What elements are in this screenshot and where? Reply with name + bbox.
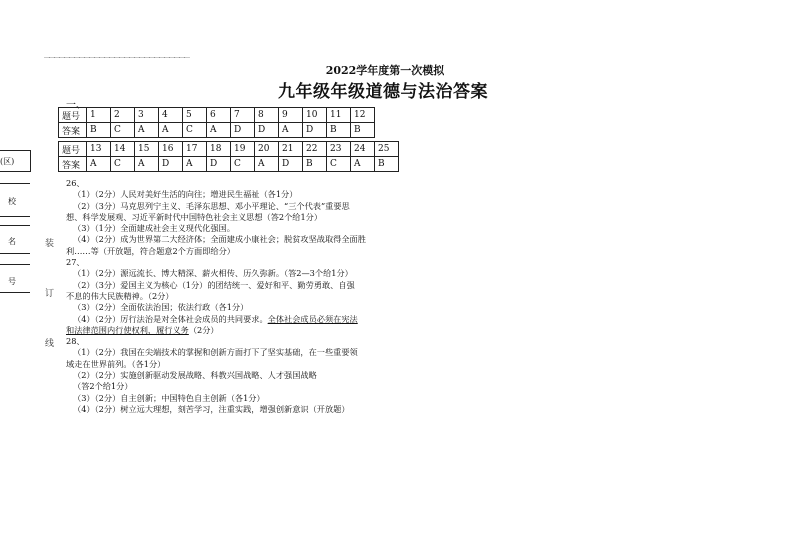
answer-line: 域走在世界前列。（各1分） <box>66 358 166 369</box>
table-cell: A <box>135 123 159 138</box>
question-number-27: 27、 <box>66 257 85 268</box>
table-row-answers <box>59 157 399 172</box>
table-cell: 24 <box>351 142 375 157</box>
answer-line: （2）（2分）实施创新驱动发展战略、科教兴国战略、人才强国战略 <box>73 370 317 381</box>
table-cell: A <box>135 157 159 172</box>
table-cell: 22 <box>303 142 327 157</box>
table-cell: A <box>87 157 111 172</box>
table-row-answers <box>59 123 375 138</box>
table-cell: B <box>327 123 351 138</box>
table-cell: 12 <box>351 108 375 123</box>
table-cell: 17 <box>183 142 207 157</box>
table-cell: D <box>207 157 231 172</box>
answer-line: （2）（3分）爱国主义为核心（1分）的团结统一、爱好和平、勤劳勇敢、自强 <box>73 279 355 290</box>
table-cell: 18 <box>207 142 231 157</box>
question-number-28: 28、 <box>66 336 85 347</box>
side-rule <box>0 253 30 254</box>
answer-text-block <box>66 178 396 415</box>
table-cell: 14 <box>111 142 135 157</box>
table-cell: A <box>207 123 231 138</box>
answer-line: （3）（2分）全面依法治国；依法行政（各1分） <box>73 302 249 313</box>
table-cell: 20 <box>255 142 279 157</box>
subject-title: 九年级年级道德与法治答案 <box>278 82 488 102</box>
answer-line: （3）（2分）自主创新；中国特色自主创新（各1分） <box>73 392 265 403</box>
table-cell: 2 <box>111 108 135 123</box>
table-cell: C <box>183 123 207 138</box>
side-rule <box>0 292 30 293</box>
table-cell: C <box>231 157 255 172</box>
table-cell: 23 <box>327 142 351 157</box>
answer-line: 想、科学发展观、习近平新时代中国特色社会主义思想（答2个给1分） <box>66 211 323 222</box>
table-row-numbers <box>59 108 375 123</box>
table-cell: 7 <box>231 108 255 123</box>
side-rule <box>0 216 30 217</box>
table-cell: B <box>351 123 375 138</box>
table-cell: C <box>327 157 351 172</box>
table-cell: 16 <box>159 142 183 157</box>
table-row-numbers <box>59 142 399 157</box>
answer-table-2 <box>58 141 399 172</box>
answer-line: （4）（2分）成为世界第二大经济体；全面建成小康社会；脱贫攻坚战取得全面胜 <box>73 234 366 245</box>
table-cell: B <box>303 157 327 172</box>
table-cell: 题号 <box>59 142 87 157</box>
table-cell: 答案 <box>59 157 87 172</box>
table-cell: A <box>159 123 183 138</box>
table-cell: 13 <box>87 142 111 157</box>
table-cell: 1 <box>87 108 111 123</box>
underlined-text: 和法律范围内行使权利，履行义务 <box>66 324 189 335</box>
answer-line: （2）（3分）马克思列宁主义、毛泽东思想、邓小平理论、“三个代表”重要思 <box>73 200 350 211</box>
answer-line-27-4 <box>66 314 396 325</box>
table-cell: D <box>231 123 255 138</box>
table-cell: 15 <box>135 142 159 157</box>
table-cell: 19 <box>231 142 255 157</box>
table-cell: 9 <box>279 108 303 123</box>
section-one-heading: 一、 <box>66 100 86 111</box>
exam-title: 2022学年度第一次模拟 <box>325 64 445 77</box>
table-cell: B <box>375 157 399 172</box>
table-cell: 21 <box>279 142 303 157</box>
table-cell: 3 <box>135 108 159 123</box>
answer-line: （答2个给1分） <box>73 381 133 392</box>
table-cell: B <box>87 123 111 138</box>
underlined-text: 全体社会成员必须在宪法 <box>267 313 358 324</box>
answer-text: （4）（2分）厉行法治是对全体社会成员的共同要求。 <box>73 313 268 324</box>
id-number-label: 号 <box>8 277 16 286</box>
table-cell: D <box>255 123 279 138</box>
table-cell: A <box>183 157 207 172</box>
question-number-26: 26、 <box>66 178 85 188</box>
table-cell: A <box>279 123 303 138</box>
table-cell: 4 <box>159 108 183 123</box>
table-cell: D <box>303 123 327 138</box>
answer-line: 利……等（开放题，符合题意2个方面即给分） <box>66 245 235 256</box>
table-cell: 8 <box>255 108 279 123</box>
binding-char-zhuang: 装 <box>45 236 54 249</box>
table-cell: 答案 <box>59 123 87 138</box>
name-label: 名 <box>8 237 16 246</box>
table-cell: C <box>111 123 135 138</box>
table-cell: 题号 <box>59 108 87 123</box>
answer-line: 不息的伟大民族精神。（2分） <box>66 290 174 301</box>
answer-line: （1）（2分）源远流长、博大精深、薪火相传、历久弥新。（答2—3个给1分） <box>73 268 353 279</box>
answer-line: （1）（2分）人民对美好生活的向往；增进民生福祉（各1分） <box>73 189 298 200</box>
table-cell: C <box>111 157 135 172</box>
school-label: 校 <box>8 197 16 206</box>
table-cell: 11 <box>327 108 351 123</box>
district-label: (区) <box>0 157 15 166</box>
table-cell: D <box>159 157 183 172</box>
side-rule <box>0 225 30 226</box>
table-cell: 5 <box>183 108 207 123</box>
table-cell: 10 <box>303 108 327 123</box>
answer-table-1 <box>58 107 375 138</box>
table-cell: 6 <box>207 108 231 123</box>
table-cell: A <box>351 157 375 172</box>
binding-char-ding: 订 <box>45 286 54 299</box>
table-cell: A <box>255 157 279 172</box>
binding-char-xian: 线 <box>45 336 54 349</box>
table-cell: 25 <box>375 142 399 157</box>
answer-line-27-4-cont <box>66 325 396 336</box>
answer-line: （3）（1分）全面建成社会主义现代化强国。 <box>73 223 235 234</box>
side-rule <box>0 264 30 265</box>
table-cell: D <box>279 157 303 172</box>
answer-line: （4）（2分）树立远大理想，刻苦学习，注重实践，增强创新意识（开放题） <box>73 403 350 414</box>
binding-dotted-line: …………………………………………………………………………… <box>44 53 189 60</box>
side-rule <box>0 183 30 184</box>
answer-text: （2分） <box>188 324 219 335</box>
answer-line: （1）（2分）我国在尖端技术的掌握和创新方面打下了坚实基础，在一些重要领 <box>73 347 358 358</box>
district-box <box>0 150 31 172</box>
